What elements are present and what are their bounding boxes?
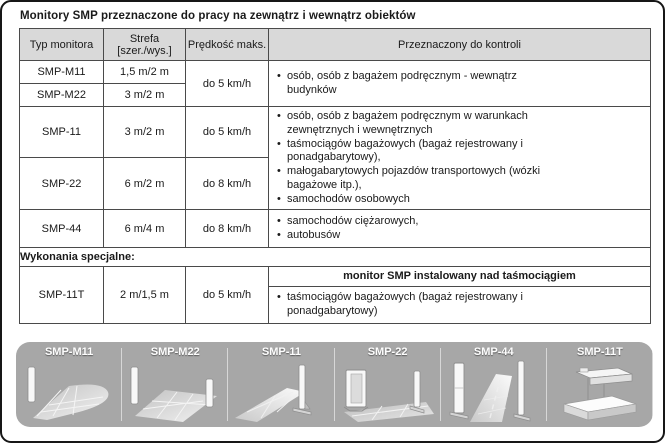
monitor-type-cell: SMP-M11 <box>20 61 104 84</box>
gallery-panel-smp-m22 <box>122 342 228 427</box>
col-header-max-speed: Prędkość maks. <box>186 29 269 61</box>
monitor-type-cell: SMP-11 <box>20 107 104 158</box>
control-subheader: monitor SMP instalowany nad taśmociągiem <box>269 267 650 287</box>
gallery-panel-label: SMP-11T <box>577 345 623 358</box>
control-cell <box>269 267 651 324</box>
smp-m22-illustration <box>125 360 225 424</box>
zone-cell: 3 m/2 m <box>104 107 186 158</box>
bullet-item: • autobusów <box>275 229 565 243</box>
speed-cell: do 5 km/h <box>186 267 269 324</box>
control-bullet-list <box>269 70 650 98</box>
zone-cell: 6 m/4 m <box>104 210 186 248</box>
bullet-item: • małogabarytowych pojazdów transportowych (wózki bagażowe itp.), <box>275 165 565 193</box>
monitor-type-cell: SMP-22 <box>20 158 104 210</box>
control-cell <box>269 210 651 248</box>
header-row <box>20 29 651 61</box>
monitor-type-cell: SMP-11T <box>20 267 104 324</box>
gallery-panel-smp-44 <box>441 342 547 427</box>
monitor-type-cell: SMP-M22 <box>20 84 104 107</box>
page-title: Monitory SMP przeznaczone do pracy na zewnątrz i wewnątrz obiektów <box>20 10 416 22</box>
gallery-panel-label: SMP-M11 <box>44 345 94 358</box>
speed-cell: do 8 km/h <box>186 158 269 210</box>
control-subbody <box>269 287 650 323</box>
speed-cell: do 5 km/h <box>186 61 269 107</box>
gallery-panel-smp-11t <box>547 342 653 427</box>
smp-44-illustration <box>444 360 544 424</box>
product-gallery <box>16 342 653 427</box>
speed-cell: do 8 km/h <box>186 210 269 248</box>
bullet-item: • samochodów ciężarowych, <box>275 215 565 229</box>
row-smp-11 <box>20 107 651 158</box>
zone-cell: 2 m/1,5 m <box>104 267 186 324</box>
row-smp-44 <box>20 210 651 248</box>
bullet-item: • osób, osób z bagażem podręcznym - wewnątrz budynków <box>275 70 565 98</box>
control-cell <box>269 107 651 210</box>
gallery-panel-smp-22 <box>335 342 441 427</box>
smp-11t-illustration <box>550 360 650 424</box>
bullet-item: • taśmociągów bagażowych (bagaż rejestrowany i ponadgabarytowy), <box>275 138 565 166</box>
smp-m11-illustration <box>19 360 119 424</box>
col-header-monitor-type: Typ monitora <box>20 29 104 61</box>
speed-cell: do 5 km/h <box>186 107 269 158</box>
gallery-panel-label: SMP-22 <box>367 345 408 358</box>
zone-cell: 3 m/2 m <box>104 84 186 107</box>
col-header-control: Przeznaczony do kontroli <box>269 29 651 61</box>
gallery-panel-smp-11 <box>228 342 334 427</box>
col-header-zone: Strefa [szer./wys.] <box>104 29 186 61</box>
zone-cell: 1,5 m/2 m <box>104 61 186 84</box>
gallery-panel-smp-m11 <box>16 342 122 427</box>
row-smp-11t <box>20 267 651 324</box>
bullet-item: • samochodów osobowych <box>275 193 565 207</box>
smp-22-illustration <box>338 360 438 424</box>
gallery-panel-label: SMP-M22 <box>150 345 200 358</box>
bullet-item: • taśmociągów bagażowych (bagaż rejestrowany i ponadgabarytowy) <box>275 291 565 319</box>
gallery-panel-label: SMP-11 <box>261 345 301 358</box>
row-special-section <box>20 248 651 267</box>
control-bullet-list <box>269 215 650 243</box>
control-cell <box>269 61 651 107</box>
spec-table <box>19 28 651 324</box>
zone-cell: 6 m/2 m <box>104 158 186 210</box>
gallery-panel-label: SMP-44 <box>473 345 514 358</box>
row-smp-m11 <box>20 61 651 84</box>
special-section-label: Wykonania specjalne: <box>20 248 651 267</box>
control-bullet-list <box>269 291 650 319</box>
control-bullet-list <box>269 110 650 206</box>
monitor-type-cell: SMP-44 <box>20 210 104 248</box>
smp-11-illustration <box>231 360 331 424</box>
bullet-item: • osób, osób z bagażem podręcznym w warunkach zewnętrznych i wewnętrznych <box>275 110 565 138</box>
